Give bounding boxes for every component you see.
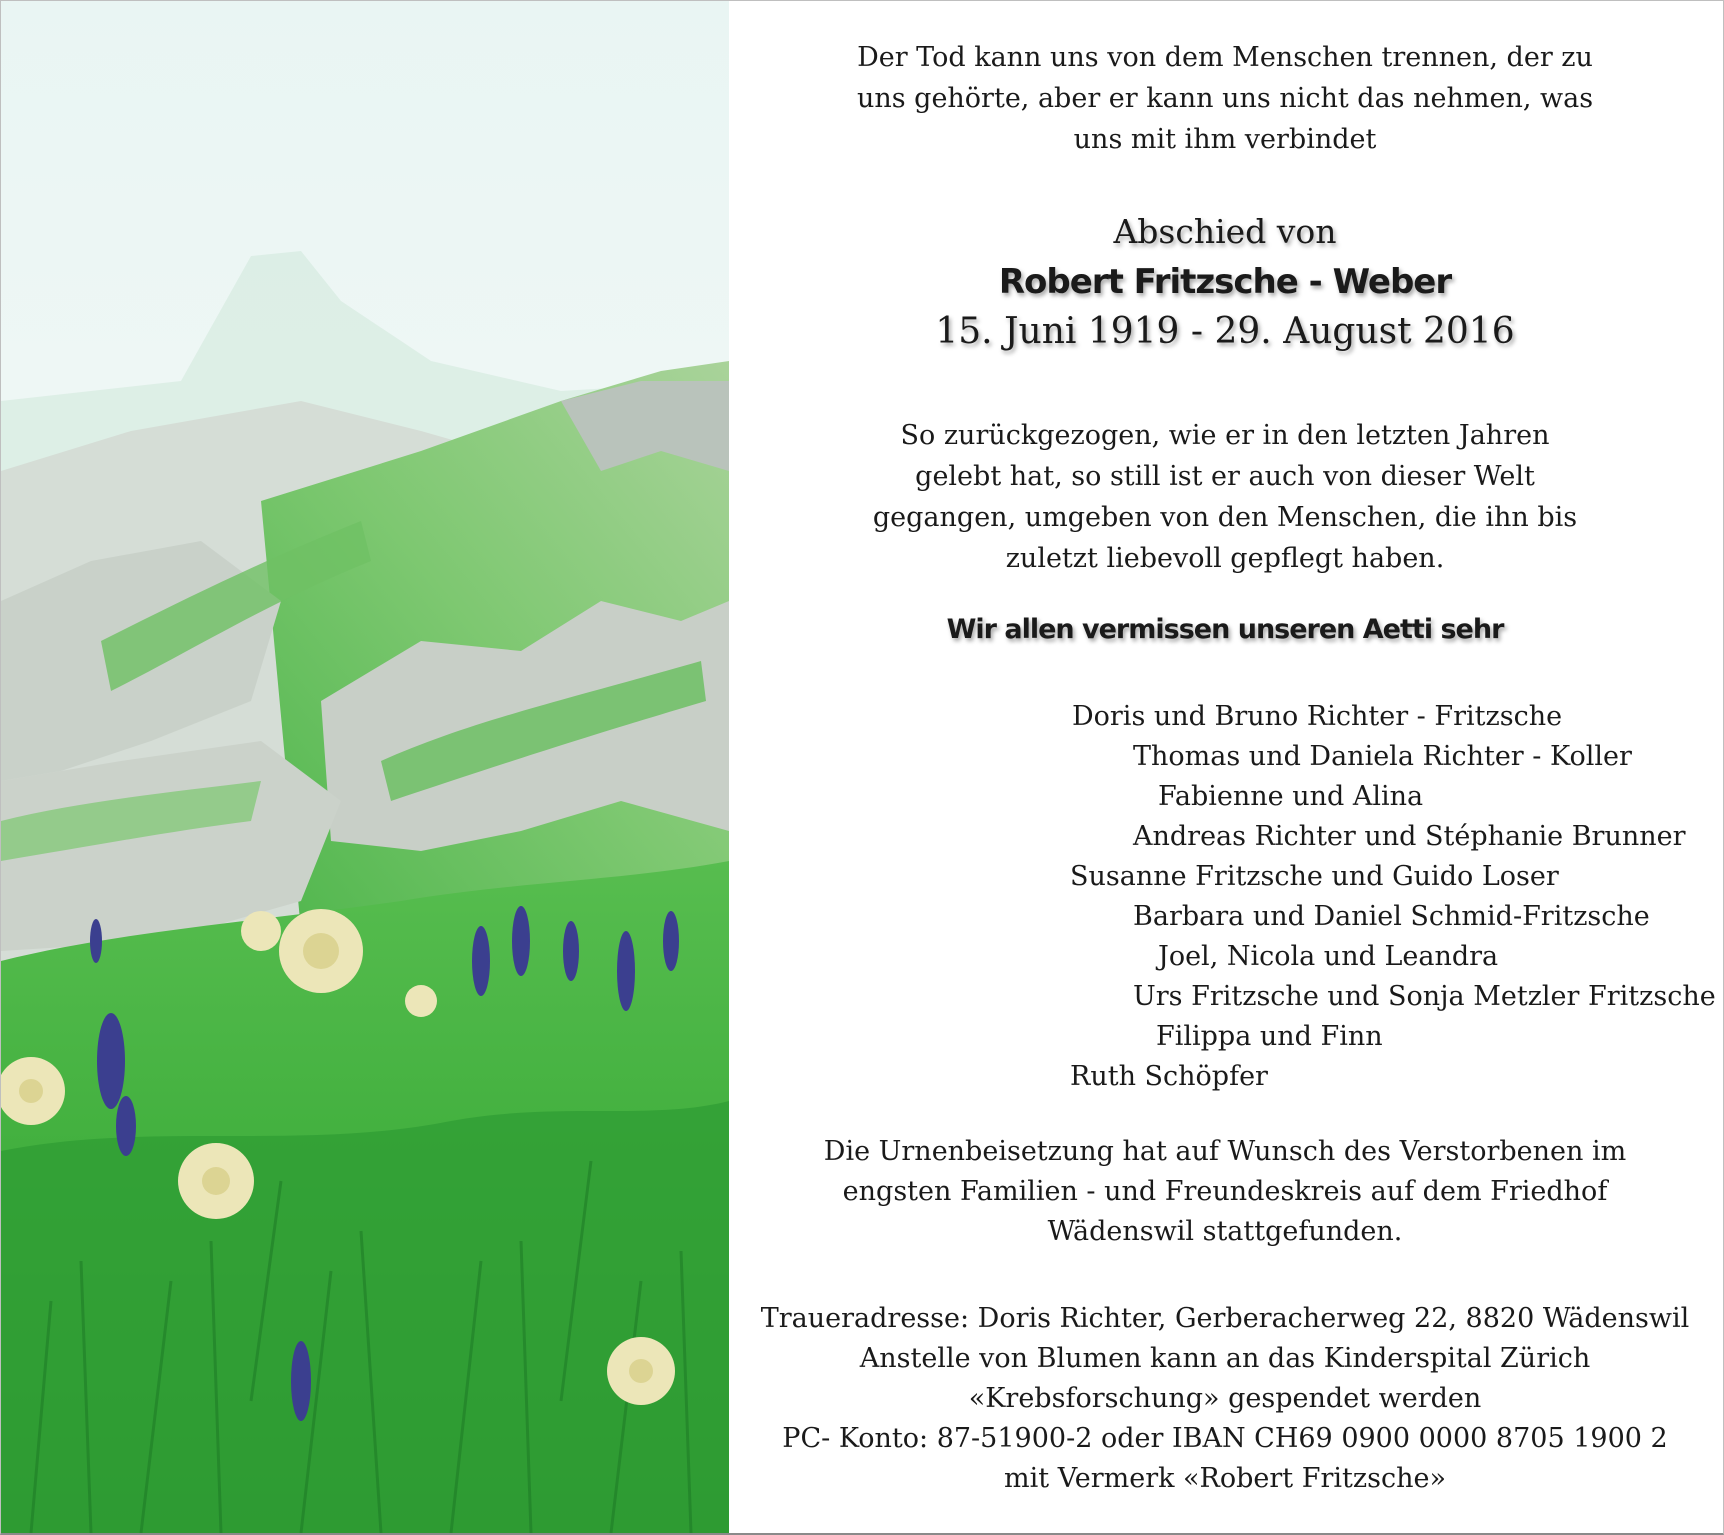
donation-line: «Krebsforschung» gespendet werden <box>968 1383 1482 1414</box>
farewell-line: Abschied von <box>1113 212 1337 251</box>
poem-line: Der Tod kann uns von dem Menschen trennen, der zu <box>857 42 1593 73</box>
life-dates: 15. Juni 1919 - 29. August 2016 <box>935 311 1515 352</box>
motto-text: Wir allen vermissen unseren Aetti sehr <box>946 614 1504 645</box>
tribute-line: So zurückgezogen, wie er in den letzten Jahren <box>900 420 1550 451</box>
tribute <box>760 415 1690 579</box>
poem <box>760 37 1690 160</box>
burial-line: Die Urnenbeisetzung hat auf Wunsch des Verstorbenen im <box>823 1136 1627 1167</box>
mourner-line: Doris und Bruno Richter - Fritzsche <box>1072 701 1563 732</box>
motto <box>760 614 1690 645</box>
mourner-line: Thomas und Daniela Richter - Koller <box>1133 741 1632 772</box>
poem-line: uns mit ihm verbindet <box>1073 124 1377 155</box>
mourner-line: Joel, Nicola und Leandra <box>1158 941 1499 972</box>
landscape-photo <box>1 1 729 1533</box>
deceased-name: Robert Fritzsche - Weber <box>998 262 1452 302</box>
heading <box>760 207 1690 357</box>
burial-notice <box>760 1132 1690 1252</box>
mourner-line: Fabienne und Alina <box>1158 781 1424 812</box>
poem-line: uns gehörte, aber er kann uns nicht das nehmen, was <box>856 83 1594 114</box>
tribute-line: gegangen, umgeben von den Menschen, die ihn bis <box>872 502 1578 533</box>
contact-address: Traueradresse: Doris Richter, Gerberacherweg 22, 8820 Wädenswil <box>760 1303 1690 1334</box>
mourner-line: Ruth Schöpfer <box>1070 1061 1268 1092</box>
burial-line: engsten Familien - und Freundeskreis auf dem Friedhof <box>842 1176 1608 1207</box>
mourner-line: Andreas Richter und Stéphanie Brunner <box>1133 821 1686 852</box>
bank-account: PC- Konto: 87-51900-2 oder IBAN CH69 0900 0000 8705 1900 2 <box>782 1423 1668 1454</box>
mourner-line: Susanne Fritzsche und Guido Loser <box>1070 861 1559 892</box>
tribute-line: gelebt hat, so still ist er auch von dieser Welt <box>915 461 1535 492</box>
mourner-line: Filippa und Finn <box>1156 1021 1383 1052</box>
donation-line: Anstelle von Blumen kann an das Kinderspital Zürich <box>859 1343 1591 1374</box>
burial-line: Wädenswil stattgefunden. <box>1047 1216 1403 1247</box>
mourner-line: Barbara und Daniel Schmid-Fritzsche <box>1133 901 1650 932</box>
contact-info <box>760 1299 1690 1499</box>
mourner-line: Urs Fritzsche und Sonja Metzler Fritzsche <box>1133 981 1716 1012</box>
text-column <box>760 0 1716 1535</box>
tribute-line: zuletzt liebevoll gepflegt haben. <box>1005 543 1445 574</box>
donation-reference: mit Vermerk «Robert Fritzsche» <box>1004 1463 1446 1494</box>
